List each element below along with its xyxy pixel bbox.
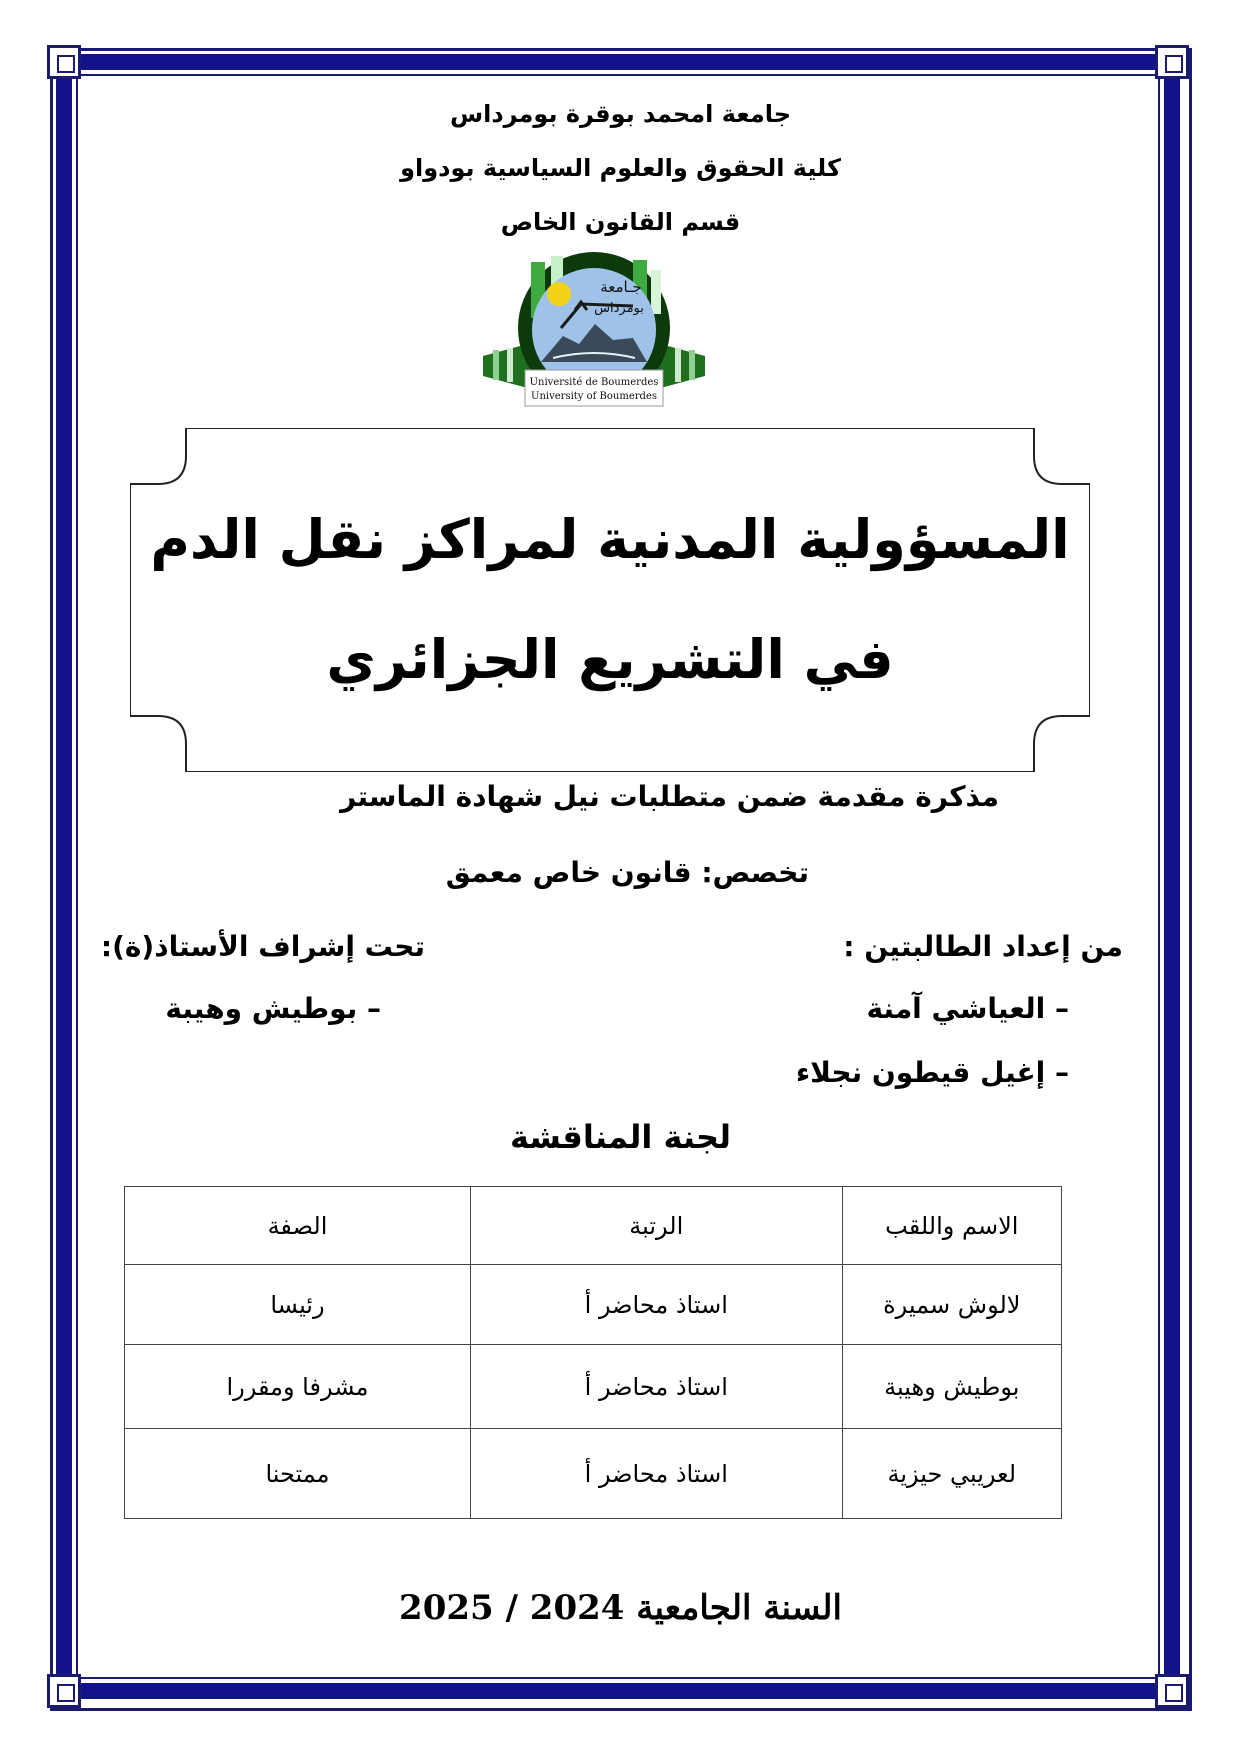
member-rank: استاذ محاضر أ (470, 1429, 842, 1519)
table-row (125, 1429, 1062, 1519)
committee-table (124, 1186, 1062, 1519)
logo-text-ar-2: بومرداس (594, 301, 644, 316)
department-name: قسم القانون الخاص (500, 208, 741, 236)
member-rank: استاذ محاضر أ (470, 1345, 842, 1429)
frame-corner-bottom-left (47, 1674, 81, 1708)
thesis-title-line-1: المسؤولية المدنية لمراكز نقل الدم (150, 508, 1070, 571)
member-role: ممتحنا (125, 1429, 471, 1519)
academic-year: السنة الجامعية 2024 / 2025 (399, 1588, 842, 1628)
logo-text-ar-1: جـامعة (600, 278, 642, 296)
memo-note: مذكرة مقدمة ضمن متطلبات نيل شهادة الماستر (340, 780, 999, 813)
specialization: تخصص: قانون خاص معمق (445, 856, 809, 889)
header-rank: الرتبة (470, 1187, 842, 1265)
member-rank: استاذ محاضر أ (470, 1265, 842, 1345)
thesis-title-line-2: في التشريع الجزائري (326, 628, 894, 691)
committee-header-row (125, 1187, 1062, 1265)
header-role: الصفة (125, 1187, 471, 1265)
committee-title: لجنة المناقشة (509, 1118, 732, 1156)
member-name: لعريبي حيزية (842, 1429, 1061, 1519)
supervisor-name: – بوطيش وهيبة (165, 992, 381, 1025)
students-label: من إعداد الطالبتين : (843, 930, 1123, 963)
university-name: جامعة امحمد بوقرة بومرداس (449, 100, 792, 128)
member-role: مشرفا ومقررا (125, 1345, 471, 1429)
title-box (130, 428, 1090, 772)
header-name: الاسم واللقب (842, 1187, 1061, 1265)
student-name-2: – إغيل قيطون نجلاء (795, 1056, 1069, 1089)
logo-text-en: University of Boumerdes (531, 391, 657, 402)
table-row (125, 1345, 1062, 1429)
member-role: رئيسا (125, 1265, 471, 1345)
frame-corner-bottom-right (1155, 1674, 1189, 1708)
frame-corner-top-left (47, 45, 81, 79)
member-name: لالوش سميرة (842, 1265, 1061, 1345)
university-logo (483, 252, 705, 412)
student-name-1: – العياشي آمنة (866, 992, 1069, 1025)
supervisor-label: تحت إشراف الأستاذ(ة): (100, 930, 425, 963)
logo-text-fr: Université de Boumerdes (529, 377, 659, 388)
faculty-name: كلية الحقوق والعلوم السياسية بودواو (400, 154, 841, 182)
frame-corner-top-right (1155, 45, 1189, 79)
member-name: بوطيش وهيبة (842, 1345, 1061, 1429)
table-row (125, 1265, 1062, 1345)
